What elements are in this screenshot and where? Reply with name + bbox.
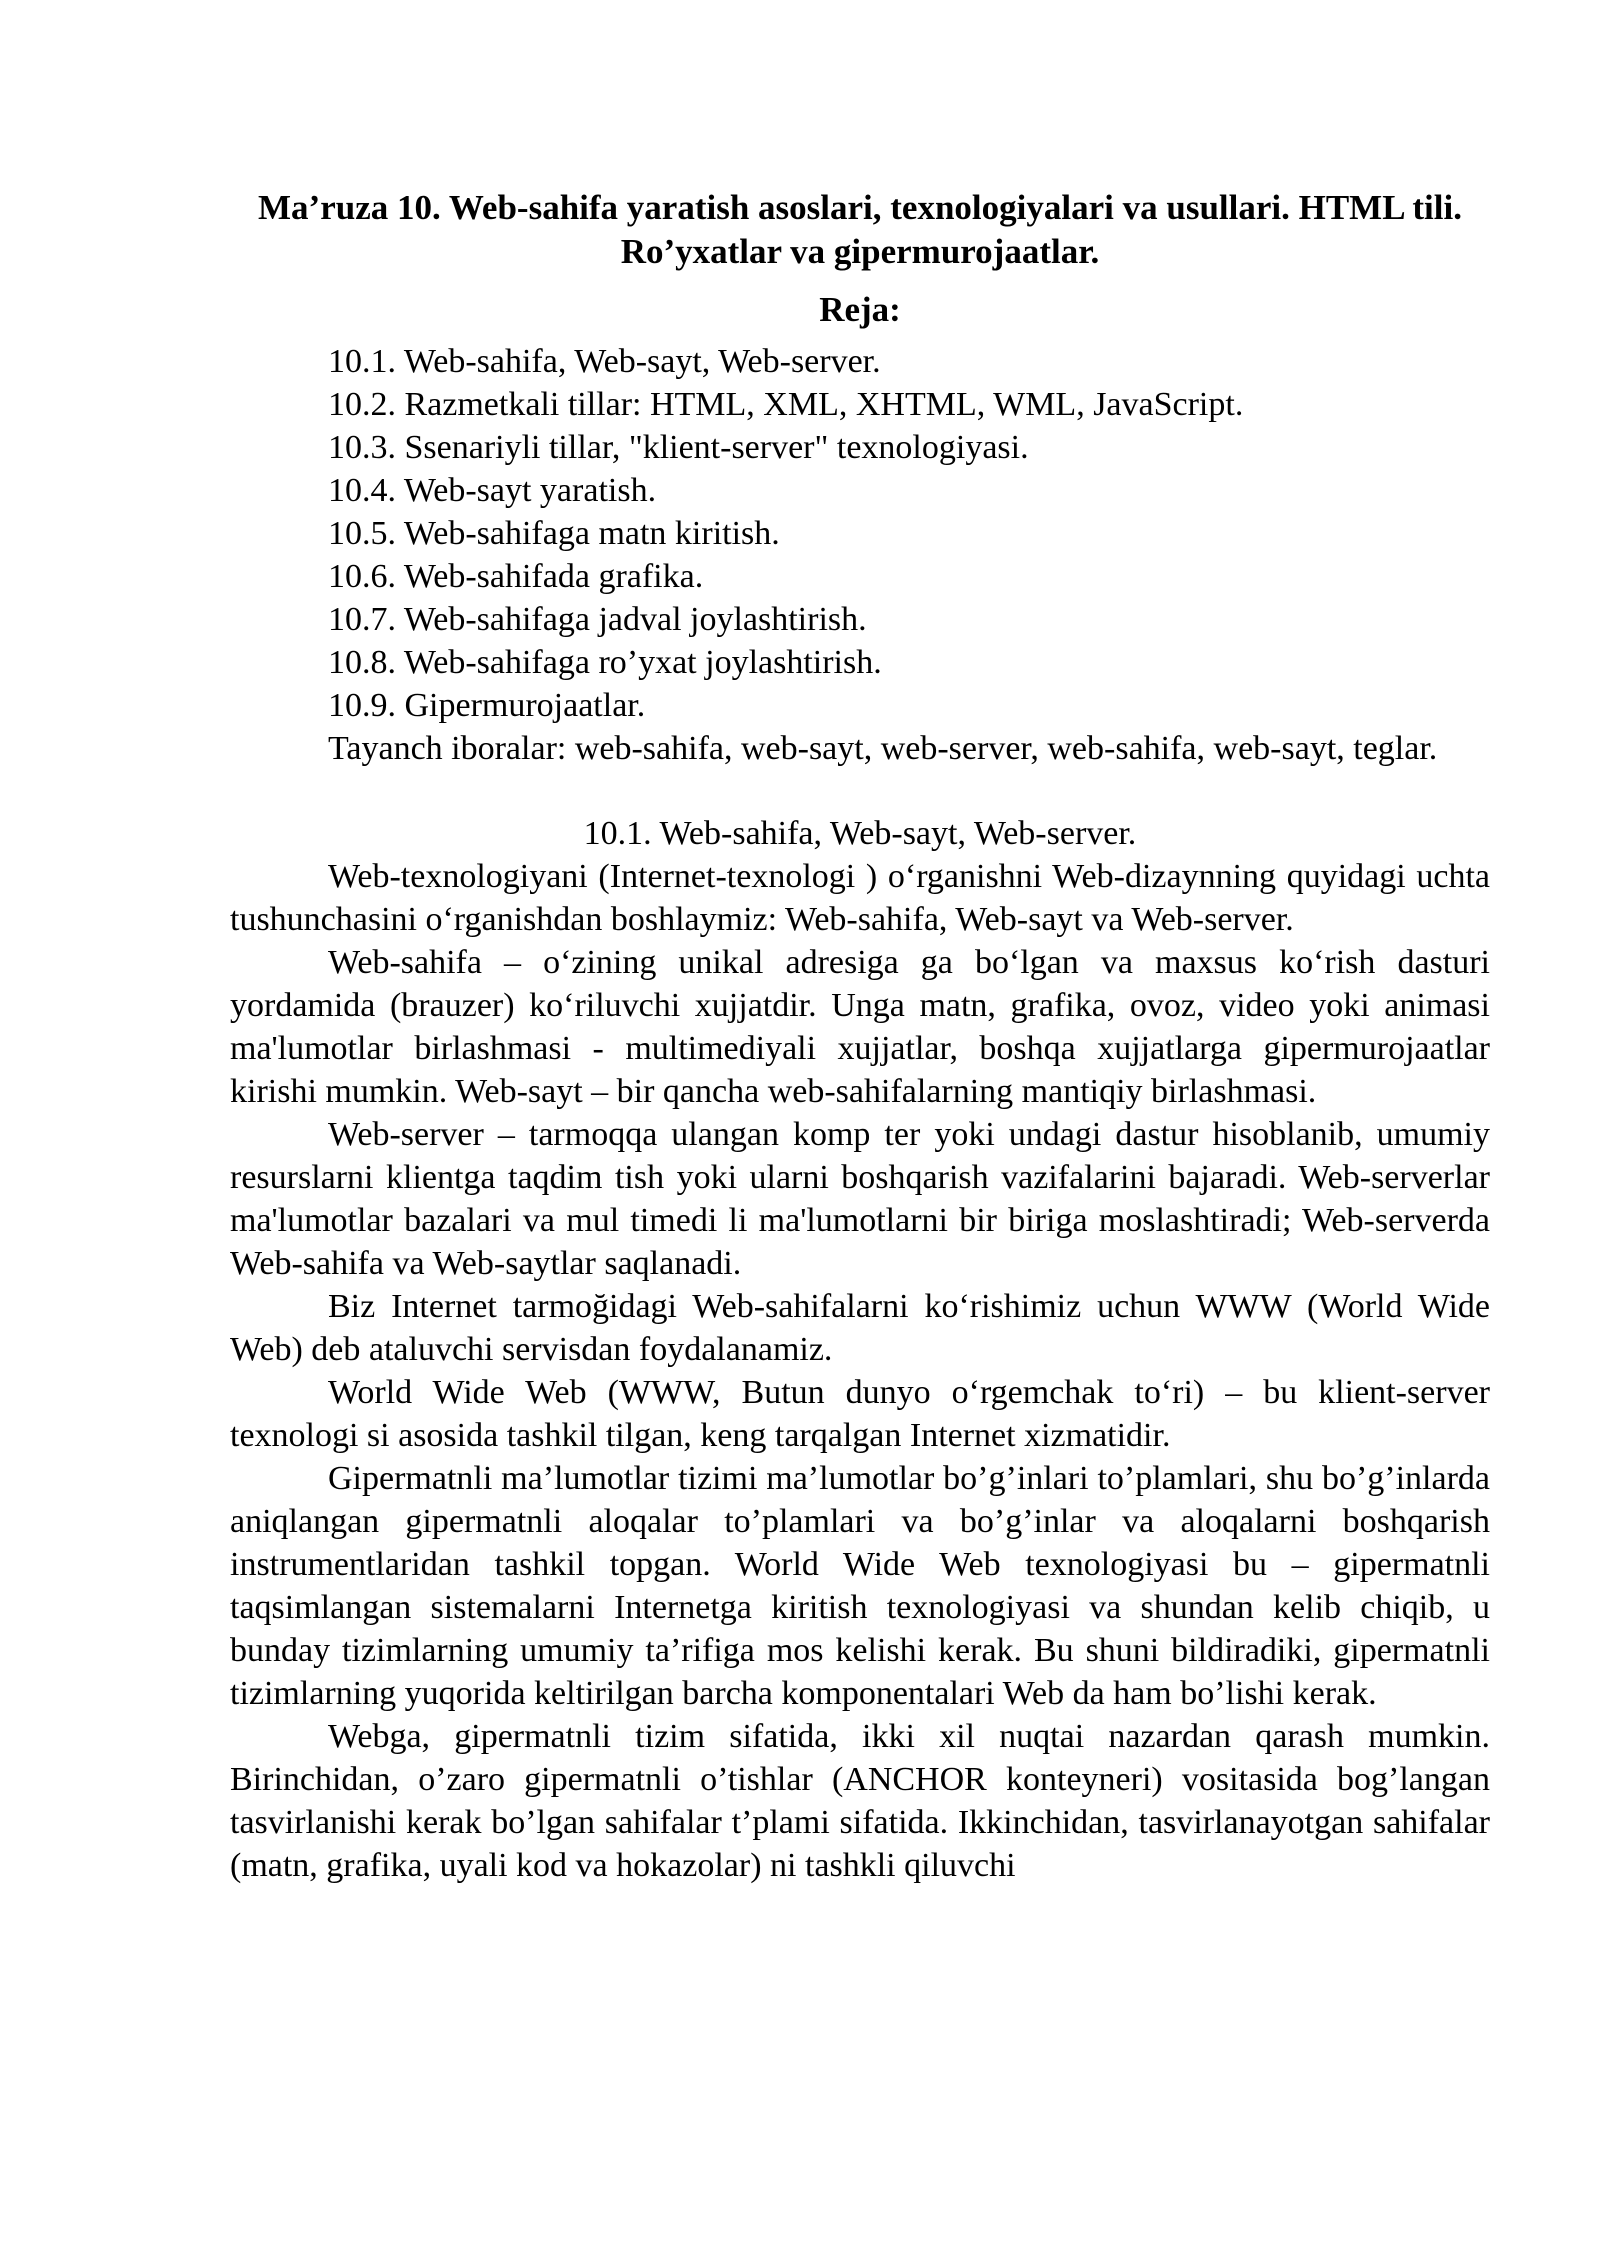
- plan-item: 10.1. Web-sahifa, Web-sayt, Web-server.: [328, 343, 881, 380]
- lecture-title: Ma’ruza 10. Web-sahifa yaratish asoslari, texnologiyalari va usullari. HTML tili. Ro’yxatlar va gipermurojaatlar.: [258, 188, 1462, 271]
- body-paragraph: Web-texnologiyani (Internet-texnologi ) oʻrganishni Web-dizaynning quyidagi uchta tushunchasini oʻrganishdan boshlaymiz: Web-sahifa, Web-sayt va Web-server.: [230, 858, 1490, 938]
- plan-heading: Reja:: [819, 290, 901, 329]
- plan-item: 10.2. Razmetkali tillar: HTML, XML, XHTML, WML, JavaScript.: [328, 386, 1244, 423]
- body-paragraph: Gipermatnli ma’lumotlar tizimi ma’lumotlar bo’g’inlari to’plamlari, shu bo’g’inlarda aniqlangan gipermatnli aloqalar to’plamlari va bo’g’inlar va aloqalarni boshqarish instrumentlaridan tashkil topgan. World Wide Web texnologiyasi bu – gipermatnli taqsimlangan sistemalarni Internetga kiritish texnologiyasi va shundan kelib chiqib, u bunday tizimlarning umumiy ta’rifiga mos kelishi kerak. Bu shuni bildiradiki, gipermatnli tizimlarning yuqorida keltirilgan barcha komponentalari Web da ham bo’lishi kerak.: [230, 1460, 1490, 1712]
- plan-item: 10.6. Web-sahifada grafika.: [328, 558, 704, 595]
- plan-item: 10.5. Web-sahifaga matn kiritish.: [328, 515, 780, 552]
- plan-list: [230, 340, 1490, 727]
- body-paragraph: Web-server – tarmoqqa ulangan komp ter yoki undagi dastur hisoblanib, umumiy resurslarni klientga taqdim tish yoki ularni boshqarish vazifalarini bajaradi. Web-serverlar ma'lumotlar bazalari va mul timedi li ma'lumotlarni bir biriga moslashtiradi; Web-serverda Web-sahifa va Web-saytlar saqlanadi.: [230, 1116, 1490, 1282]
- keywords-paragraph: Tayanch iboralar: web-sahifa, web-sayt, web-server, web-sahifa, web-sayt, teglar.: [328, 730, 1438, 767]
- plan-item: 10.3. Ssenariyli tillar, "klient-server" texnologiyasi.: [328, 429, 1029, 466]
- plan-item: 10.4. Web-sayt yaratish.: [328, 472, 657, 509]
- body-paragraph: World Wide Web (WWW, Butun dunyo oʻrgemchak toʻri) – bu klient-server texnologi si asosida tashkil tilgan, keng tarqalgan Internet xizmatidir.: [230, 1374, 1490, 1454]
- plan-item: 10.9. Gipermurojaatlar.: [328, 687, 646, 724]
- plan-item: 10.7. Web-sahifaga jadval joylashtirish.: [328, 601, 867, 638]
- body-paragraph: Webga, gipermatnli tizim sifatida, ikki xil nuqtai nazardan qarash mumkin. Birinchidan, o’zaro gipermatnli o’tishlar (ANCHOR konteyneri) vositasida bog’langan tasvirlanishi kerak bo’lgan sahifalar t’plami sifatida. Ikkinchidan, tasvirlanayotgan sahifalar (matn, grafika, uyali kod va hokazolar) ni tashkli qiluvchi: [230, 1718, 1490, 1884]
- body-paragraph: Web-sahifa – oʻzining unikal adresiga ga boʻlgan va maxsus koʻrish dasturi yordamida (brauzer) koʻriluvchi xujjatdir. Unga matn, grafika, ovoz, video yoki animasi ma'lumotlar birlashmasi - multimediyali xujjatlar, boshqa xujjatlarga gipermurojaatlar kirishi mumkin. Web-sayt – bir qancha web-sahifalarning mantiqiy birlashmasi.: [230, 944, 1490, 1110]
- plan-item: 10.8. Web-sahifaga ro’yxat joylashtirish.: [328, 644, 882, 681]
- document-page: [230, 186, 1490, 1887]
- section-heading: 10.1. Web-sahifa, Web-sayt, Web-server.: [583, 815, 1137, 852]
- body-paragraph: Biz Internet tarmoğidagi Web-sahifalarni koʻrishimiz uchun WWW (World Wide Web) deb ataluvchi servisdan foydalanamiz.: [230, 1288, 1490, 1368]
